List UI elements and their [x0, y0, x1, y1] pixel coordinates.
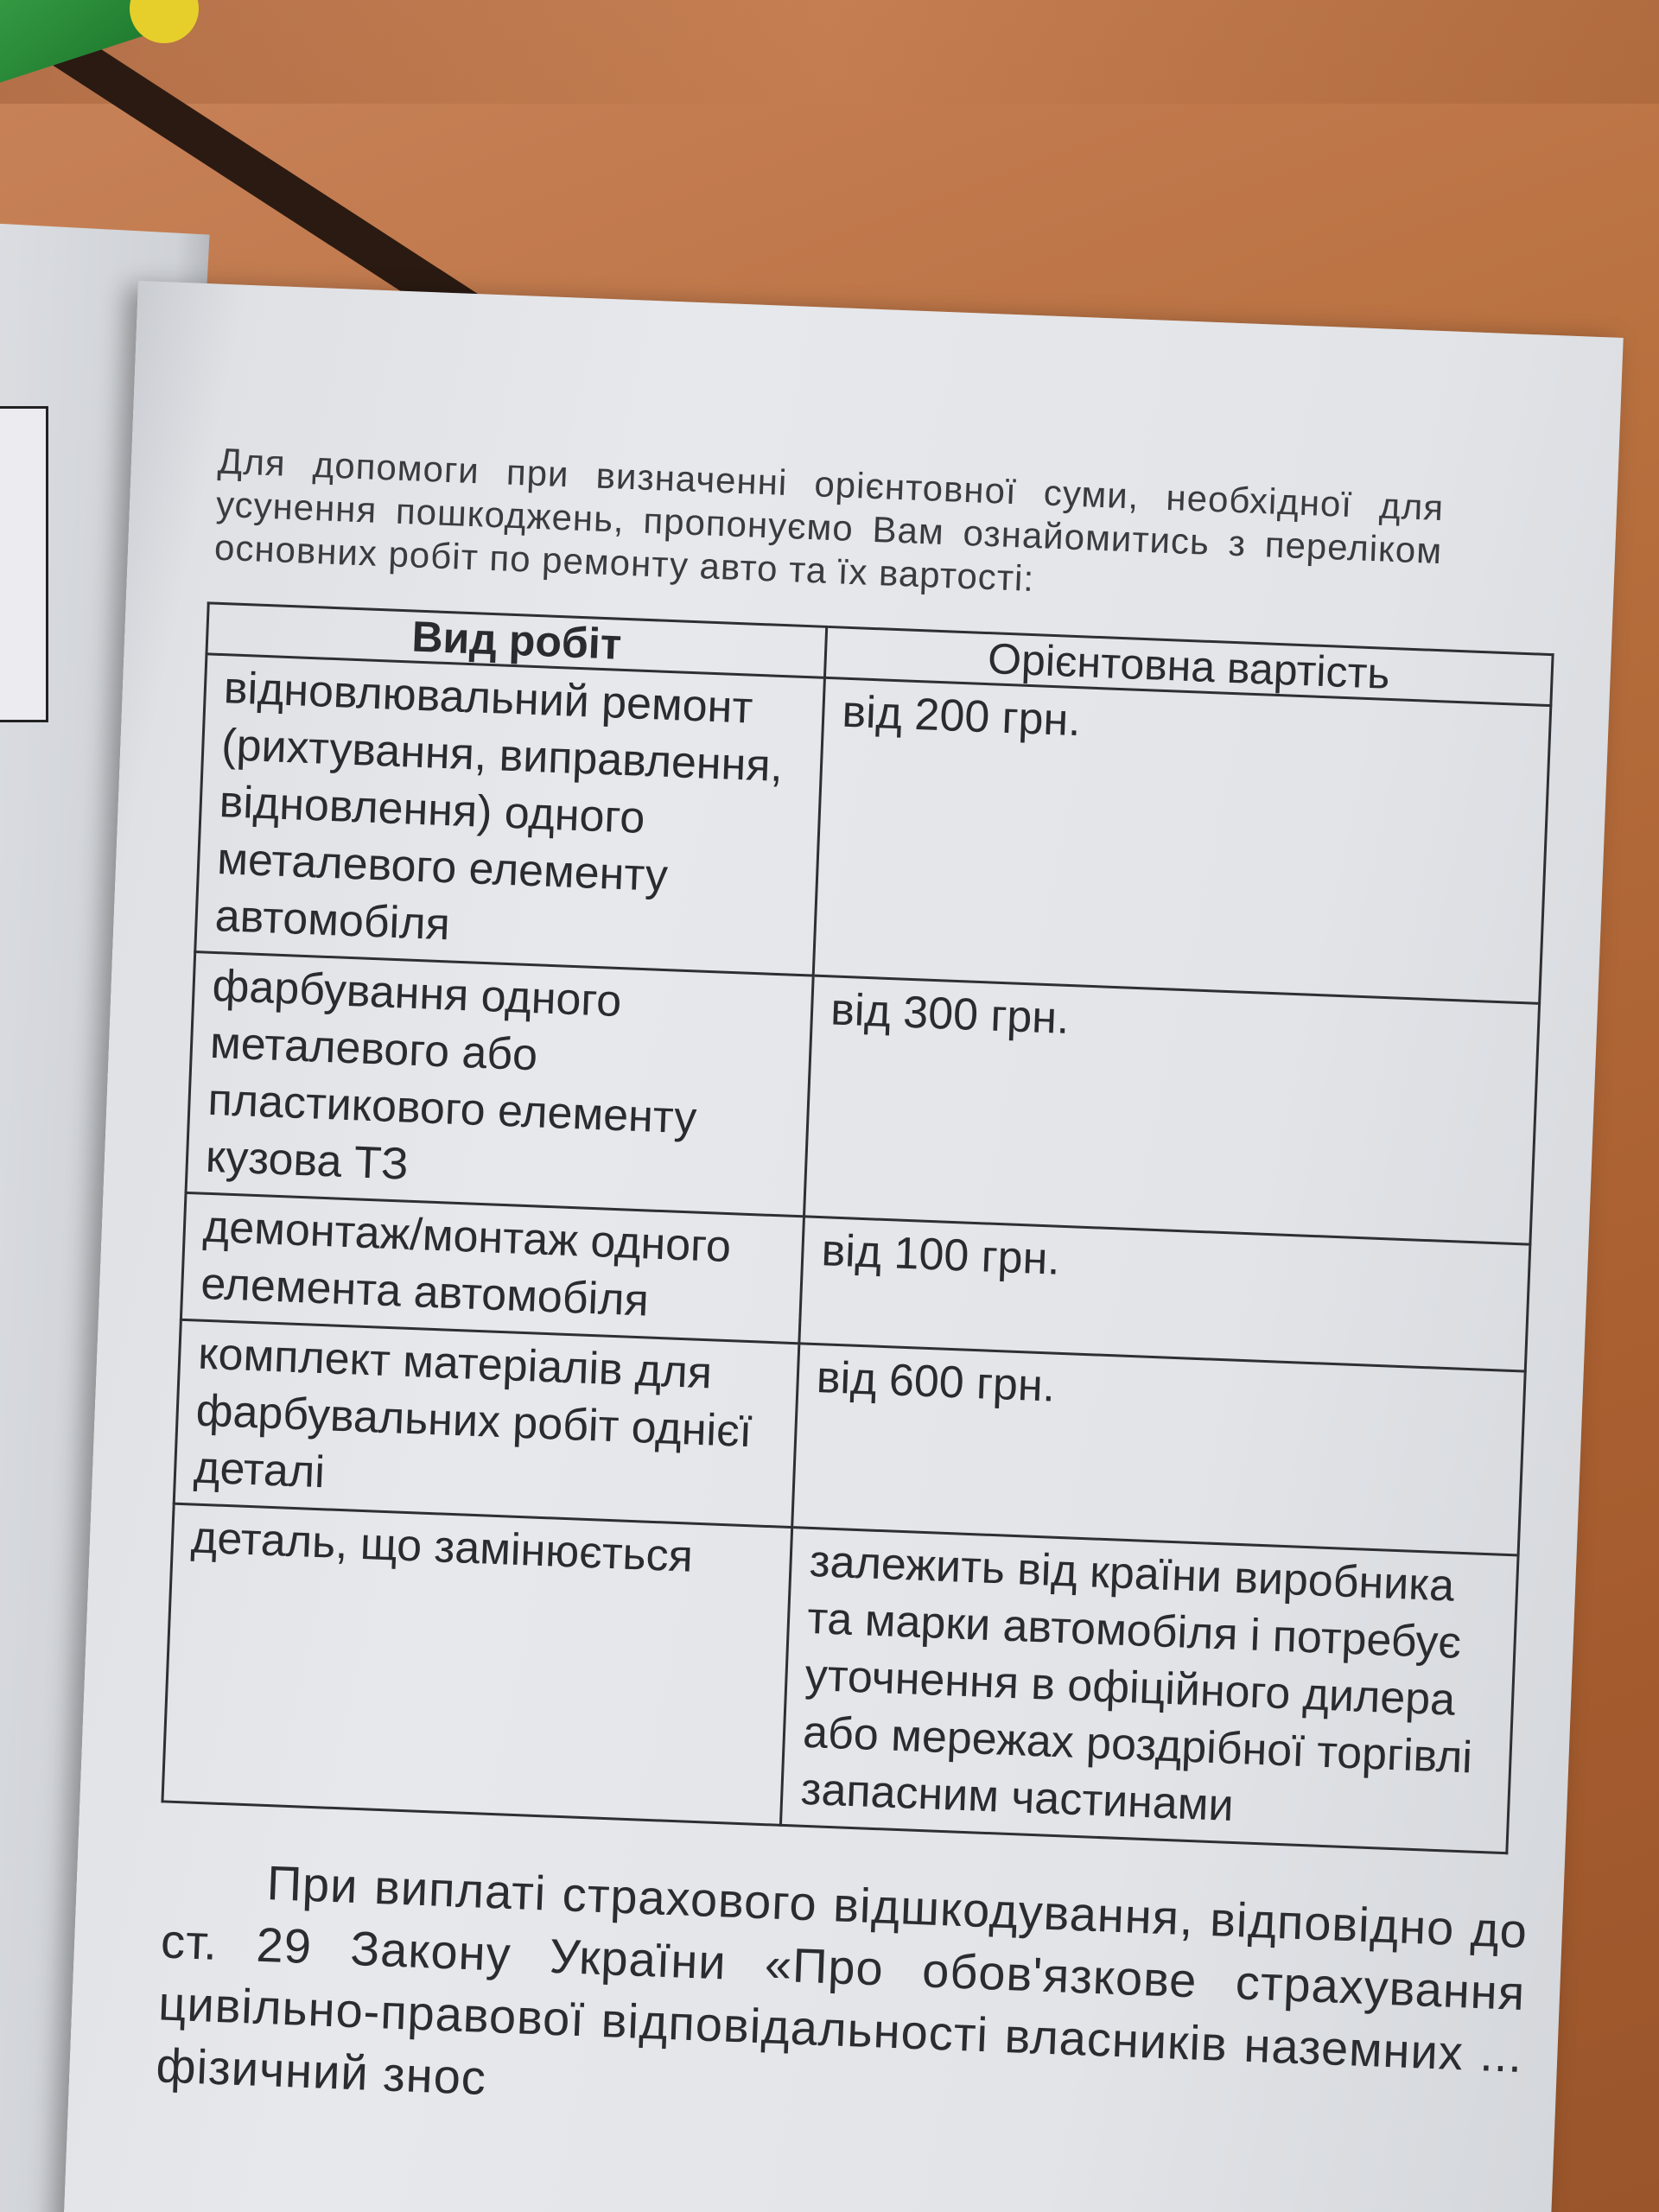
- table-row: [162, 1503, 1518, 1853]
- table-row: [195, 654, 1551, 1004]
- cost-cell: від 200 грн.: [813, 677, 1550, 1003]
- wood-surface: [0, 0, 1659, 104]
- work-cell: відновлювальний ремонт (рихтування, виправлення, відновлення) одного металевого елементу автомобіля: [195, 654, 825, 976]
- work-cell: деталь, що замінюється: [162, 1503, 792, 1825]
- left-page-box: [0, 406, 48, 722]
- work-cell: комплект матеріалів для фарбувальних робіт однієї деталі: [174, 1319, 799, 1527]
- header-approx-cost: Орієнтовна вартість: [825, 626, 1553, 705]
- price-table: [161, 601, 1554, 1854]
- work-cell: демонтаж/монтаж одного елемента автомобіля: [181, 1192, 804, 1343]
- intro-paragraph: Для допомоги при визначенні орієнтовної суми, необхідної для усунення пошкоджень, пропонуємо Вам ознайомитись з переліком основних робіт по ремонту авто та їх вартості:: [213, 440, 1445, 600]
- work-cell: фарбування одного металевого або пластикового елементу кузова ТЗ: [186, 952, 813, 1217]
- outro-paragraph: При виплаті страхового відшкодування, відповідно до ст. 29 Закону України «Про обов'язкове страхування цивільно-правової відповідальності власників наземних ... фізичний знос: [155, 1855, 1529, 2105]
- page-content: [153, 440, 1531, 2196]
- cost-cell: залежить від країни виробника та марки автомобіля і потребує уточнення в офіційного дилера або мережах роздрібної торгівлі запасним частинами: [781, 1528, 1518, 1853]
- cost-cell: від 100 грн.: [799, 1217, 1530, 1371]
- cost-cell: від 300 грн.: [804, 976, 1540, 1244]
- cost-cell: від 600 грн.: [792, 1344, 1525, 1555]
- book-page: [59, 281, 1624, 2212]
- header-work-type: Вид робіт: [207, 603, 827, 677]
